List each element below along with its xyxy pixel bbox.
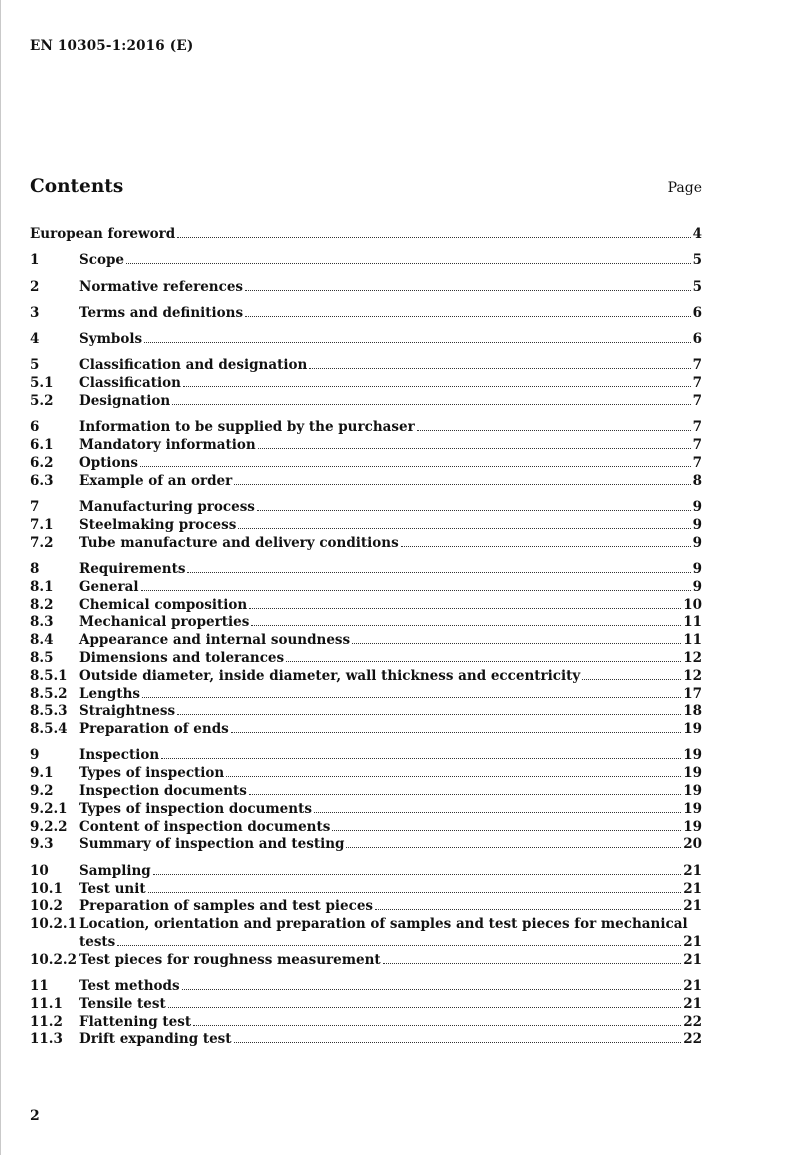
toc-entry-title: Outside diameter, inside diameter, wall thickness and eccentricity [79, 667, 581, 684]
toc-entry-title: Manufacturing process [79, 499, 255, 516]
toc-entry[interactable] [30, 226, 702, 244]
toc-entry-title: Summary of inspection and testing [79, 836, 345, 853]
toc-entry-page: 6 [692, 331, 702, 348]
toc-entry-page: 19 [683, 765, 702, 782]
toc-entry-title: Example of an order [79, 472, 233, 489]
toc-entry-page: 21 [683, 933, 702, 950]
toc-entry-number: 8.5.4 [30, 721, 68, 738]
dot-leader [177, 714, 681, 715]
toc-entry-number: 11.2 [30, 1013, 63, 1030]
dot-leader [231, 732, 681, 733]
toc-entry-title-continuation: tests [79, 933, 116, 950]
toc-entry[interactable] [30, 801, 702, 819]
toc-entry[interactable] [30, 819, 702, 837]
toc-entry[interactable] [30, 331, 702, 349]
toc-entry-page: 21 [683, 880, 702, 897]
toc-entry-page: 17 [683, 685, 702, 702]
toc-entry-title: Symbols [79, 331, 143, 348]
toc-entry-number: 9.1 [30, 765, 54, 782]
toc-entry[interactable] [30, 898, 702, 916]
dot-leader [117, 945, 681, 946]
dot-leader [352, 643, 681, 644]
toc-entry-number: 11 [30, 977, 49, 994]
toc-entry-title: Chemical composition [79, 596, 248, 613]
toc-entry-page: 19 [683, 721, 702, 738]
toc-entry-title: Drift expanding test [79, 1031, 232, 1048]
dot-leader [161, 758, 681, 759]
toc-entry-title: European foreword [30, 226, 176, 242]
dot-leader [126, 263, 691, 264]
toc-entry-page: 9 [692, 534, 702, 551]
dot-leader [187, 572, 690, 573]
toc-entry[interactable] [30, 614, 702, 632]
dot-leader [172, 404, 690, 405]
toc-entry-title: Tube manufacture and delivery conditions [79, 534, 399, 551]
toc-entry-title: Normative references [79, 278, 244, 295]
toc-entry-page: 9 [692, 578, 702, 595]
toc-entry-title: Inspection [79, 747, 160, 764]
toc-entry-number: 8.3 [30, 614, 54, 631]
dot-leader [314, 812, 681, 813]
toc-entry-title: Information to be supplied by the purchaser [79, 419, 415, 436]
toc-entry-page: 11 [683, 632, 702, 649]
dot-leader [346, 847, 681, 848]
page-column-header: Page [667, 180, 702, 196]
toc-entry-number: 8.5.2 [30, 685, 68, 702]
toc-entry-page: 7 [692, 393, 702, 410]
toc-entry[interactable] [30, 916, 702, 934]
toc-entry[interactable] [30, 499, 702, 517]
toc-entry-page: 18 [683, 703, 702, 720]
toc-entry[interactable] [30, 279, 702, 297]
toc-entry[interactable] [30, 703, 702, 721]
toc-entry-number: 4 [30, 331, 40, 348]
toc-entry-title: Designation [79, 393, 171, 410]
toc-entry[interactable] [30, 632, 702, 650]
toc-entry-page: 5 [692, 278, 702, 295]
dot-leader [249, 794, 681, 795]
toc-entry[interactable] [30, 783, 702, 801]
toc-entry-title: Types of inspection [79, 765, 225, 782]
dot-leader [245, 316, 691, 317]
dot-leader [258, 448, 691, 449]
dot-leader [168, 1007, 681, 1008]
toc-entry[interactable] [30, 473, 702, 491]
dot-leader [182, 989, 682, 990]
toc-entry[interactable] [30, 765, 702, 783]
toc-entry-title: Dimensions and tolerances [79, 649, 285, 666]
toc-entry-number: 5.2 [30, 393, 54, 410]
toc-entry[interactable] [30, 721, 702, 739]
toc-entry-page: 19 [683, 818, 702, 835]
toc-entry-title: Steelmaking process [79, 516, 237, 533]
toc-entry[interactable] [30, 375, 702, 393]
toc-entry-number: 8.4 [30, 632, 54, 649]
document-id-header: EN 10305-1:2016 (E) [30, 38, 194, 54]
toc-entry-title: Straightness [79, 703, 176, 720]
toc-entry-number: 3 [30, 304, 40, 321]
toc-entry-number: 10.2 [30, 898, 63, 915]
dot-leader [226, 776, 681, 777]
toc-entry-page: 11 [683, 614, 702, 631]
toc-entry-number: 6 [30, 419, 40, 436]
toc-entry-title: Mandatory information [79, 437, 256, 454]
toc-entry-page: 12 [683, 649, 702, 666]
toc-entry-title: Preparation of samples and test pieces [79, 898, 374, 915]
toc-entry-title: Classification and designation [79, 357, 308, 374]
toc-entry-number: 8.2 [30, 596, 54, 613]
toc-entry-number: 8.5 [30, 649, 54, 666]
toc-entry[interactable] [30, 978, 702, 996]
toc-entry-number: 8.1 [30, 578, 54, 595]
toc-entry[interactable] [30, 357, 702, 375]
dot-leader [234, 484, 690, 485]
toc-entry-number: 6.1 [30, 437, 54, 454]
toc-entry-page: 22 [683, 1013, 702, 1030]
toc-entry-page: 19 [683, 783, 702, 800]
toc-entry-title: Classification [79, 375, 181, 392]
toc-entry-page: 21 [683, 951, 702, 968]
dot-leader [144, 342, 691, 343]
toc-entry-number: 10.2.2 [30, 951, 77, 968]
toc-entry-page: 9 [692, 499, 702, 516]
toc-entry-title: Preparation of ends [79, 721, 229, 738]
toc-entry-page: 21 [683, 898, 702, 915]
toc-entry[interactable] [30, 419, 702, 437]
dot-leader [141, 590, 691, 591]
toc-entry-page: 21 [683, 995, 702, 1012]
toc-entry-page: 9 [692, 560, 702, 577]
dot-leader [582, 679, 681, 680]
toc-entry-number: 2 [30, 278, 40, 295]
toc-entry-page: 6 [692, 304, 702, 321]
toc-entry[interactable] [30, 1031, 702, 1049]
toc-entry[interactable] [30, 455, 702, 473]
toc-entry[interactable] [30, 393, 702, 411]
toc-entry-title: Test unit [79, 880, 146, 897]
toc-entry-page: 21 [683, 862, 702, 879]
toc-entry-page: 8 [692, 472, 702, 489]
toc-entry[interactable] [30, 650, 702, 668]
toc-entry-title: Lengths [79, 685, 140, 702]
dot-leader [234, 1042, 682, 1043]
dot-leader [286, 661, 681, 662]
toc-entry-page: 22 [683, 1031, 702, 1048]
toc-entry-page: 19 [683, 747, 702, 764]
table-of-contents [30, 226, 702, 1049]
toc-entry-number: 1 [30, 252, 40, 269]
dot-leader [148, 892, 682, 893]
toc-entry-title: Scope [79, 252, 125, 269]
toc-entry-number: 6.2 [30, 454, 54, 471]
toc-entry-title: Test pieces for roughness measurement [79, 951, 381, 968]
toc-entry-title: General [79, 578, 139, 595]
toc-entry-number: 10 [30, 862, 49, 879]
toc-entry-page: 7 [692, 419, 702, 436]
dot-leader [177, 237, 690, 238]
toc-entry-title: Location, orientation and preparation of samples and test pieces for mechanical [79, 916, 688, 933]
page-left-edge [0, 0, 1, 1155]
toc-entry-title: Inspection documents [79, 783, 247, 800]
toc-entry-number: 8.5.1 [30, 667, 68, 684]
toc-entry[interactable] [30, 579, 702, 597]
dot-leader [309, 368, 690, 369]
page-number: 2 [30, 1108, 40, 1124]
toc-entry-page: 7 [692, 437, 702, 454]
toc-entry-number: 8 [30, 560, 40, 577]
toc-entry-title: Mechanical properties [79, 614, 250, 631]
dot-leader [193, 1025, 681, 1026]
toc-entry-page: 10 [683, 596, 702, 613]
toc-entry[interactable] [30, 747, 702, 765]
toc-entry[interactable] [30, 561, 702, 579]
toc-entry-page: 7 [692, 454, 702, 471]
contents-title: Contents [30, 176, 124, 197]
toc-entry[interactable] [30, 597, 702, 615]
toc-entry-page: 4 [692, 226, 702, 242]
toc-entry[interactable] [30, 686, 702, 704]
dot-leader [238, 528, 690, 529]
toc-entry-number: 7.1 [30, 516, 54, 533]
toc-entry-number: 10.2.1 [30, 916, 77, 933]
toc-entry-page: 20 [683, 836, 702, 853]
toc-entry-number: 7.2 [30, 534, 54, 551]
toc-entry-number: 9 [30, 747, 40, 764]
toc-entry-title: Tensile test [79, 995, 166, 1012]
toc-entry-number: 8.5.3 [30, 703, 68, 720]
toc-entry-title: Appearance and internal soundness [79, 632, 351, 649]
toc-entry[interactable] [30, 668, 702, 686]
toc-entry[interactable] [30, 952, 702, 970]
dot-leader [383, 963, 682, 964]
toc-entry-title: Types of inspection documents [79, 800, 312, 817]
toc-entry-title: Sampling [79, 862, 151, 879]
dot-leader [245, 290, 691, 291]
toc-entry-number: 9.2.2 [30, 818, 68, 835]
toc-entry-title: Flattening test [79, 1013, 192, 1030]
toc-entry-number: 11.1 [30, 995, 63, 1012]
toc-entry-number: 11.3 [30, 1031, 63, 1048]
toc-entry-title: Content of inspection documents [79, 818, 331, 835]
toc-entry-number: 9.2.1 [30, 800, 68, 817]
dot-leader [153, 874, 681, 875]
toc-entry-page: 7 [692, 375, 702, 392]
dot-leader [249, 608, 681, 609]
dot-leader [142, 697, 681, 698]
dot-leader [332, 830, 681, 831]
dot-leader [375, 909, 681, 910]
toc-entry-number: 9.3 [30, 836, 54, 853]
dot-leader [140, 466, 691, 467]
dot-leader [183, 386, 691, 387]
toc-entry[interactable] [30, 305, 702, 323]
toc-entry-page: 21 [683, 977, 702, 994]
toc-entry[interactable] [30, 517, 702, 535]
toc-entry-number: 7 [30, 499, 40, 516]
toc-entry-page: 12 [683, 667, 702, 684]
toc-entry-title: Terms and definitions [79, 304, 244, 321]
toc-entry-page: 19 [683, 800, 702, 817]
dot-leader [401, 546, 691, 547]
dot-leader [251, 625, 681, 626]
toc-entry-title: Test methods [79, 977, 180, 994]
toc-entry-number: 5 [30, 357, 40, 374]
toc-entry-page: 7 [692, 357, 702, 374]
toc-entry-title: Options [79, 454, 138, 471]
toc-entry-number: 6.3 [30, 472, 54, 489]
toc-entry-page: 9 [692, 516, 702, 533]
dot-leader [257, 510, 691, 511]
toc-entry-number: 5.1 [30, 375, 54, 392]
toc-entry[interactable] [30, 836, 702, 854]
toc-entry[interactable] [30, 437, 702, 455]
toc-entry[interactable] [30, 996, 702, 1014]
toc-entry-number: 9.2 [30, 783, 54, 800]
toc-entry-number: 10.1 [30, 880, 63, 897]
toc-entry-title: Requirements [79, 560, 186, 577]
dot-leader [417, 430, 691, 431]
toc-entry[interactable] [30, 1014, 702, 1032]
toc-entry[interactable] [30, 535, 702, 553]
toc-entry-continuation[interactable] [30, 934, 702, 952]
toc-entry[interactable] [30, 881, 702, 899]
toc-entry[interactable] [30, 252, 702, 270]
toc-entry[interactable] [30, 863, 702, 881]
toc-entry-page: 5 [692, 252, 702, 269]
